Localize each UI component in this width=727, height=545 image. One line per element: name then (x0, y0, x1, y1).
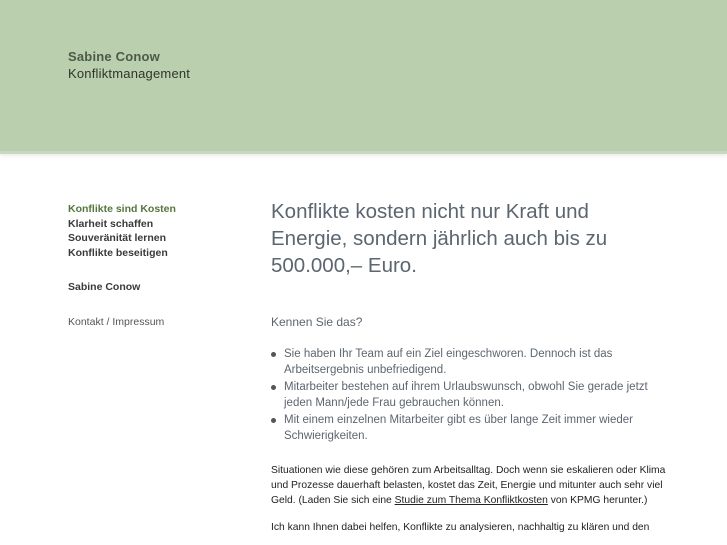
nav-item-kontakt-impressum[interactable]: Kontakt / Impressum (68, 315, 165, 328)
primary-nav (68, 202, 248, 260)
body-paragraph (271, 463, 666, 508)
intro-question: Kennen Sie das? (271, 315, 363, 329)
page-headline: Konflikte kosten nicht nur Kraft und Energie, sondern jährlich auch bis zu 500.000,– Euro. (271, 200, 608, 277)
list-item (271, 380, 666, 411)
brand-name[interactable]: Sabine Conow (68, 49, 160, 64)
bullet-icon (271, 418, 276, 423)
brand-subtitle[interactable]: Konfliktmanagement (68, 66, 191, 81)
paragraph-text-before: Situationen wie diese gehören zum Arbeitsalltag. Doch wenn sie eskalieren oder Klima und Prozesse dauerhaft belasten, kostet das Zeit, Energie und mitunter auch sehr viel Geld. (Laden Sie sich eine (271, 465, 666, 506)
list-item (271, 347, 666, 378)
list-item (271, 413, 666, 444)
site-header (0, 0, 727, 154)
bullet-icon (271, 352, 276, 357)
list-item-text: Mit einem einzelnen Mitarbeiter gibt es über lange Zeit immer wieder Schwierigkeiten. (284, 414, 633, 442)
nav-item-souveraenitaet-lernen[interactable]: Souveränität lernen (68, 232, 167, 244)
main-content (271, 198, 666, 545)
list-item-text: Sie haben Ihr Team auf ein Ziel eingeschworen. Dennoch ist das Arbeitsergebnis unbefriedigend. (284, 348, 613, 376)
list-item-text: Mitarbeiter bestehen auf ihrem Urlaubswunsch, obwohl Sie gerade jetzt jeden Mann/jede Frau gebrauchen können. (284, 381, 648, 409)
study-link[interactable]: Studie zum Thema Konfliktkosten (394, 495, 548, 506)
nav-item-sabine-conow[interactable]: Sabine Conow (68, 281, 141, 293)
sidebar-nav (68, 202, 248, 329)
bullet-list (271, 347, 666, 444)
nav-item-konflikte-beseitigen[interactable]: Konflikte beseitigen (68, 246, 168, 259)
paragraph-text-after: von KPMG herunter.) (547, 495, 648, 506)
body-paragraph-2: Ich kann Ihnen dabei helfen, Konflikte zu analysieren, nachhaltig zu klären und den (271, 522, 650, 533)
nav-item-klarheit-schaffen[interactable]: Klarheit schaffen (68, 217, 154, 230)
bullet-icon (271, 385, 276, 390)
nav-item-konflikte-sind-kosten[interactable]: Konflikte sind Kosten (68, 203, 176, 215)
brand[interactable] (68, 49, 190, 81)
